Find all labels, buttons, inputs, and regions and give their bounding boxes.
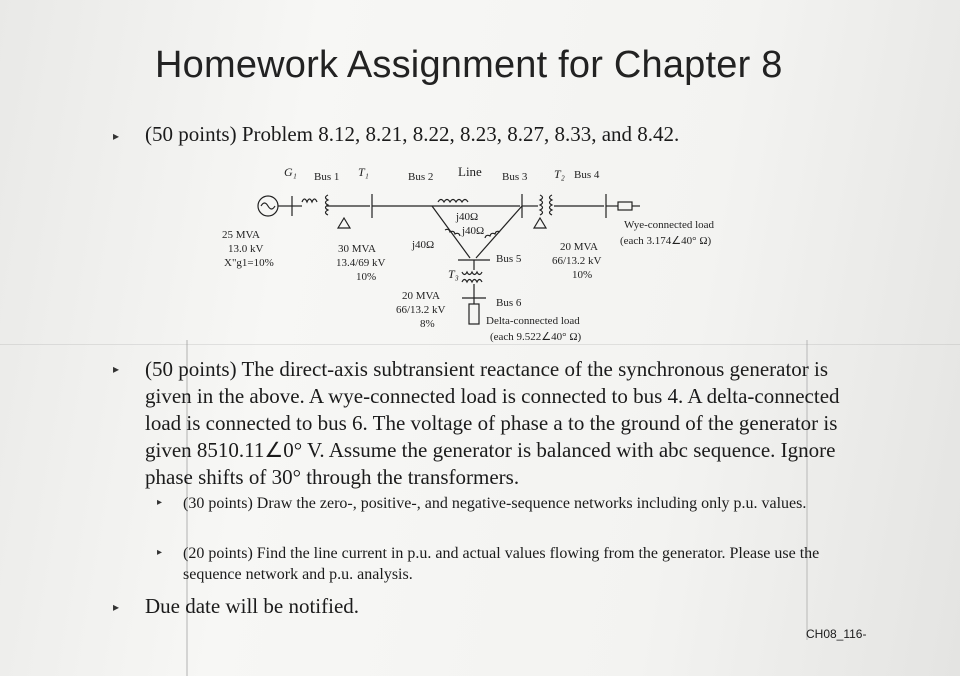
one-line-diagram [200,158,760,353]
wye-load-label: (each 3.174∠40° Ω) [620,235,712,247]
t2-label: T₂ [554,167,565,181]
bullet-icon: ▸ [157,547,163,558]
t2-rating-line: 20 MVA [560,241,599,253]
gen-rating-line: X"g1=10% [224,257,274,269]
gen-rating-line: 25 MVA [222,229,261,241]
t3-rating-line: 20 MVA [402,290,441,302]
line-impedance-left: j40Ω [412,239,435,251]
bus-2-label: Bus 2 [408,171,434,183]
bus-4-label: Bus 4 [574,169,600,181]
delta-load-label: Delta-connected load [486,315,580,327]
t2-rating-line: 66/13.2 kV [552,255,602,267]
t1-rating-line: 13.4/69 kV [336,257,386,269]
t3-rating-line: 66/13.2 kV [396,304,446,316]
wye-load-label: Wye-connected load [624,219,715,231]
bullet-icon: ▸ [113,362,120,376]
t1-rating-line: 30 MVA [338,243,377,255]
due-date-text: Due date will be notified. [145,594,360,618]
bus-5-label: Bus 5 [496,253,522,265]
problem-2-subitem: (30 points) Draw the zero-, positive-, and negative-sequence networks including only p.u. values. [183,495,807,512]
delta-load-label: (each 9.522∠40° Ω) [490,331,582,343]
problem-1-text: (50 points) Problem 8.12, 8.21, 8.22, 8.23, 8.27, 8.33, and 8.42. [145,122,680,146]
bullet-icon: ▸ [113,129,120,143]
t1-label: T₁ [358,165,369,179]
bus-1-label: Bus 1 [314,171,340,183]
t3-rating-line: 8% [420,318,435,330]
bus-6-label: Bus 6 [496,297,522,309]
bullet-icon: ▸ [157,497,163,508]
problem-2-subitem: (20 points) Find the line current in p.u. and actual values flowing from the generator. Please use the sequence network and p.u. analysis. [183,545,820,583]
line-impedance-mid: j40Ω [462,225,485,237]
page-title: Homework Assignment for Chapter 8 [155,44,783,86]
t3-label: T₃ [448,267,459,281]
bullet-icon: ▸ [113,600,120,614]
page-footer-label: CH08_116- [806,627,867,641]
line-label: Line [458,164,482,179]
t1-rating-line: 10% [356,271,377,283]
g1-label: G₁ [284,165,297,179]
t2-rating-line: 10% [572,269,593,281]
bus-3-label: Bus 3 [502,171,528,183]
gen-rating-line: 13.0 kV [228,243,264,255]
problem-2-text: (50 points) The direct-axis subtransient reactance of the synchronous generator is given in the above. A wye-connected load is connected to bus 4. A delta-connected load is connected to bus 6. The voltage of phase a to the ground of the generator is given 8510.11∠0° V. Assume the generator is balanced with abc sequence. Ignore phase shifts of 30° through the transformers. [145,357,840,489]
line-impedance-top: j40Ω [456,211,479,223]
